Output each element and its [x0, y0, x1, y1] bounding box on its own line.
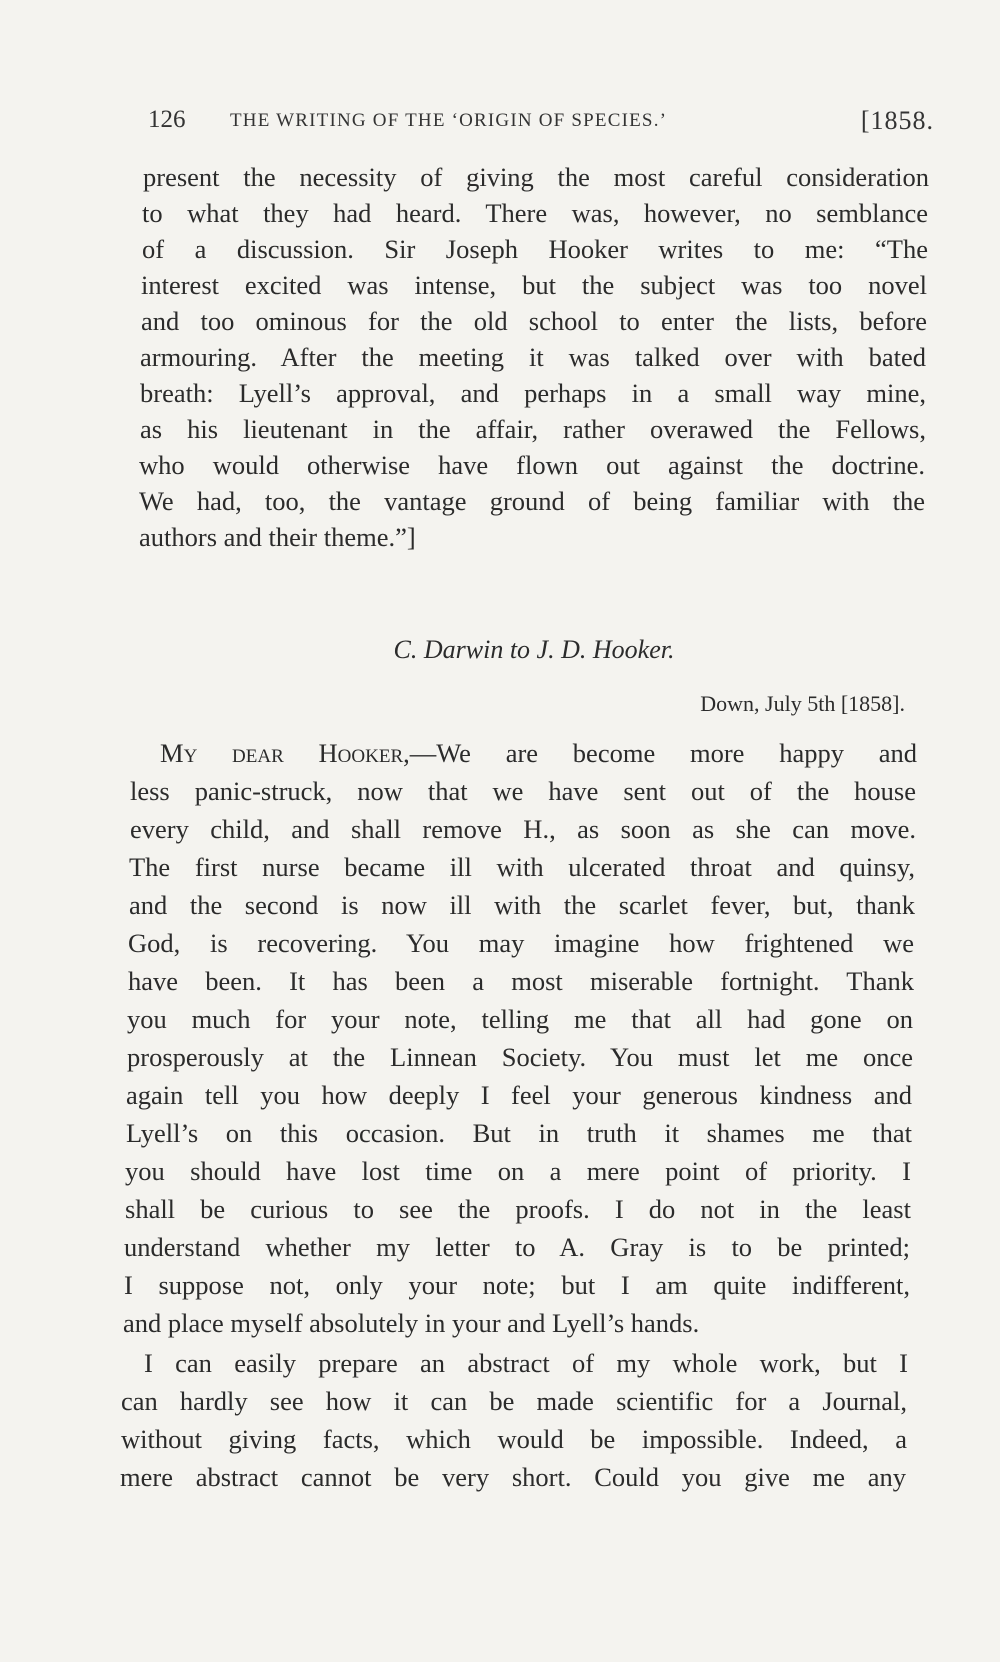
running-header	[148, 102, 934, 142]
text-line: have been. It has been a most miserable fortnight. Thank	[128, 966, 914, 996]
text-line: to what they had heard. There was, however, no semblance	[142, 198, 928, 228]
text-line: The first nurse became ill with ulcerated throat and quinsy,	[129, 852, 915, 882]
text-line: armouring. After the meeting it was talked over with bated	[140, 342, 926, 372]
text-line: and place myself absolutely in your and Lyell’s hands.	[123, 1308, 700, 1338]
text-line: you much for your note, telling me that all had gone on	[127, 1004, 913, 1034]
letter-salutation: My dear Hooker,	[160, 738, 410, 768]
text-line: as his lieutenant in the affair, rather overawed the Fellows,	[140, 414, 926, 444]
text-line: and too ominous for the old school to enter the lists, before	[141, 306, 927, 336]
text-line: who would otherwise have flown out against the doctrine.	[139, 450, 925, 480]
text-line: God, is recovering. You may imagine how frightened we	[128, 928, 914, 958]
text-line: mere abstract cannot be very short. Could you give me any	[120, 1462, 906, 1492]
text-line: of a discussion. Sir Joseph Hooker writes to me: “The	[142, 234, 928, 264]
running-title: THE WRITING OF THE ‘ORIGIN OF SPECIES.’	[230, 110, 668, 131]
text-line: can hardly see how it can be made scientific for a Journal,	[121, 1386, 907, 1416]
text-line: I can easily prepare an abstract of my whole work, but I	[144, 1348, 908, 1378]
salutation-continuation: —We are become more happy and	[409, 738, 917, 768]
text-line: understand whether my letter to A. Gray is to be printed;	[124, 1232, 910, 1262]
text-line: I suppose not, only your note; but I am quite indifferent,	[124, 1270, 910, 1300]
text-line: authors and their theme.”]	[139, 522, 416, 552]
text-line: every child, and shall remove H., as soon as she can move.	[130, 814, 916, 844]
text-line: interest excited was intense, but the subject was too novel	[141, 270, 927, 300]
text-line: Lyell’s on this occasion. But in truth it shames me that	[126, 1118, 912, 1148]
text-line-salutation	[160, 736, 917, 770]
page-number: 126	[148, 106, 186, 133]
text-line: present the necessity of giving the most careful consideration	[143, 162, 929, 192]
letter-heading: C. Darwin to J. D. Hooker.	[393, 635, 675, 664]
text-line: you should have lost time on a mere point of priority. I	[125, 1156, 911, 1186]
letter-dateline: Down, July 5th [1858].	[700, 691, 905, 716]
text-line: and the second is now ill with the scarlet fever, but, thank	[129, 890, 915, 920]
text-line: without giving facts, which would be impossible. Indeed, a	[121, 1424, 907, 1454]
text-line: prosperously at the Linnean Society. You must let me once	[127, 1042, 913, 1072]
text-line: shall be curious to see the proofs. I do not in the least	[125, 1194, 911, 1224]
text-line: again tell you how deeply I feel your generous kindness and	[126, 1080, 912, 1110]
text-line: breath: Lyell’s approval, and perhaps in a small way mine,	[140, 378, 926, 408]
text-line: less panic-struck, now that we have sent out of the house	[130, 776, 916, 806]
text-line: We had, too, the vantage ground of being familiar with the	[139, 486, 925, 516]
header-year: [1858.	[860, 106, 934, 135]
